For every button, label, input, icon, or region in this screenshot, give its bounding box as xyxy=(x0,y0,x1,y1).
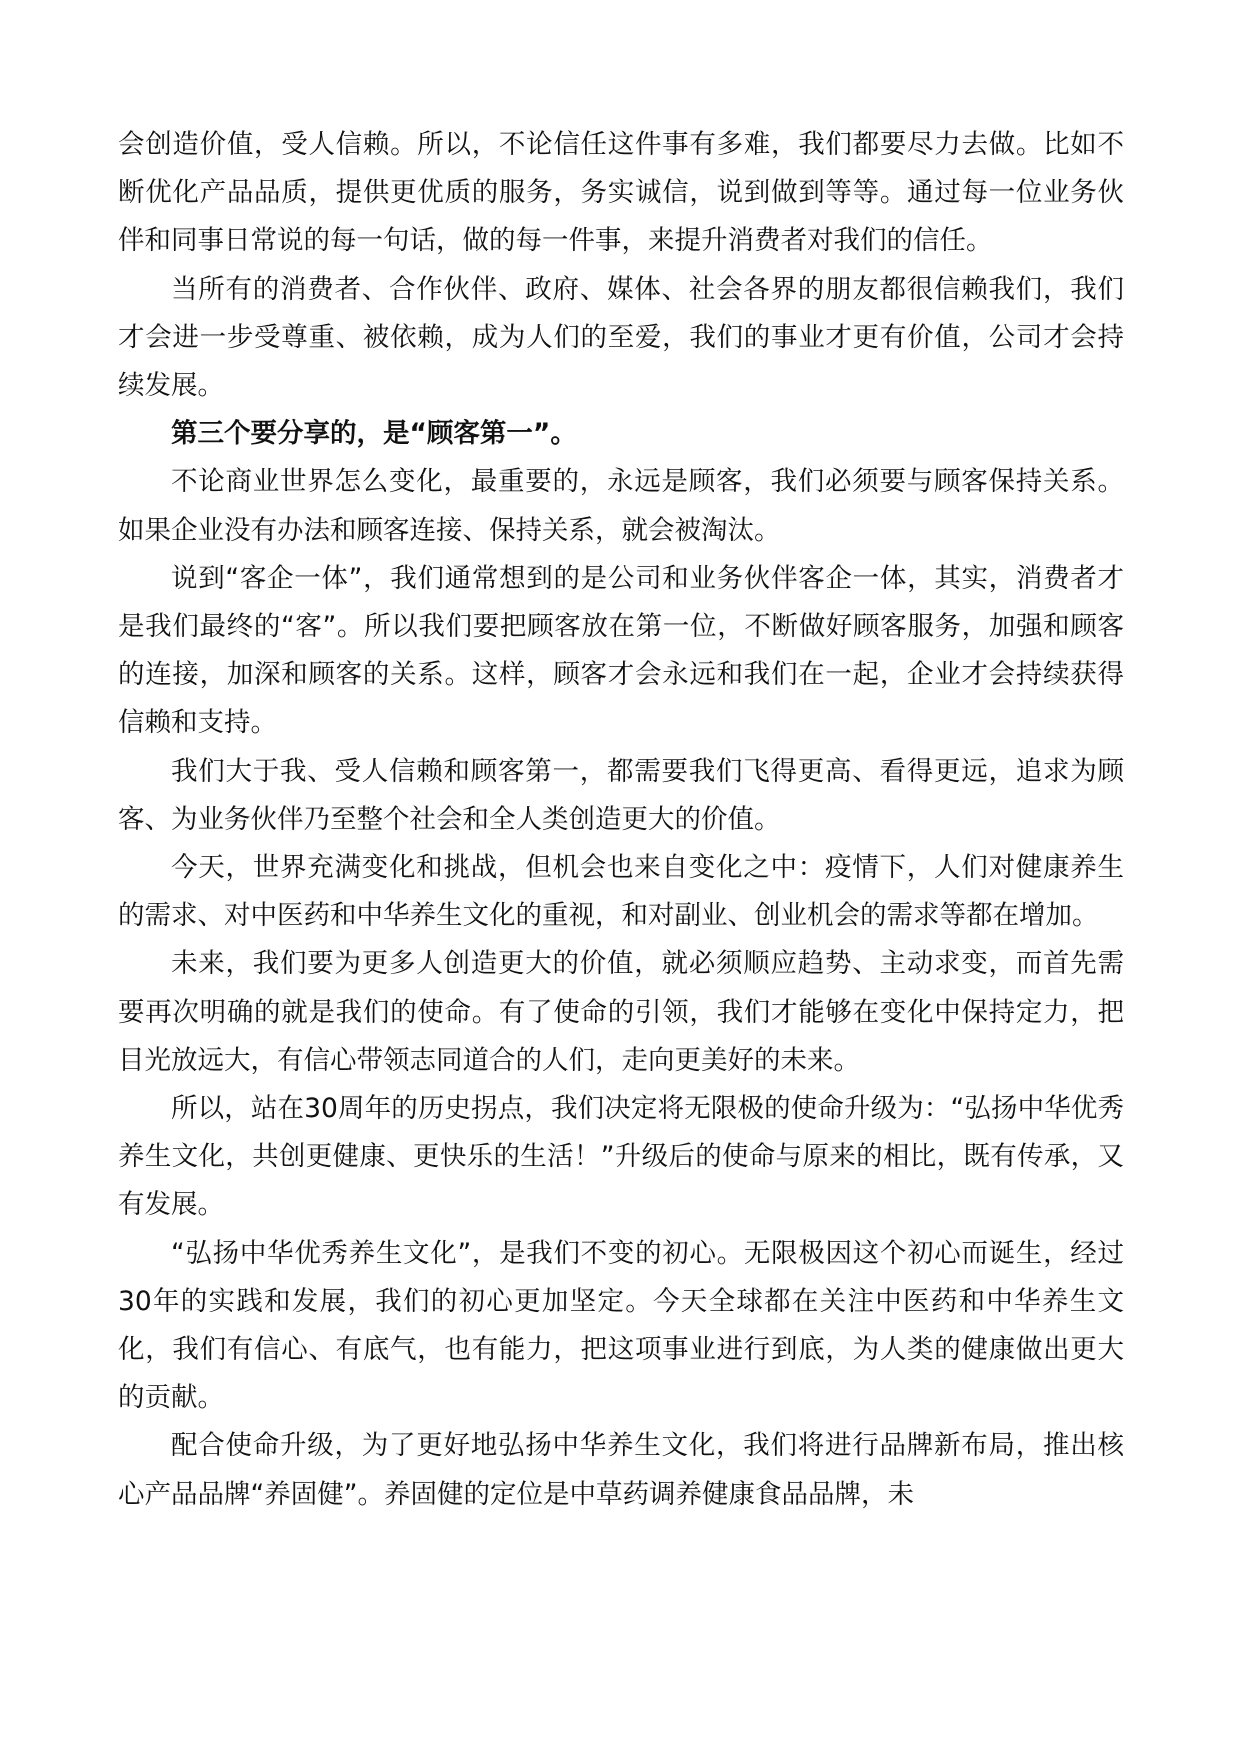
paragraph-original-aspiration: “弘扬中华优秀养生文化”，是我们不变的初心。无限极因这个初心而诞生，经过30年的实践和发展，我们的初心更加坚定。今天全球都在关注中医药和中华养生文化，我们有信心、有底气，也有能力，把这项事业进行到底，为人类的健康做出更大的贡献。 xyxy=(118,1237,1124,1414)
document-page xyxy=(118,121,1124,1519)
paragraph-fly-higher: 我们大于我、受人信赖和顾客第一，都需要我们飞得更高、看得更远，追求为顾客、为业务伙伴乃至整个社会和全人类创造更大的价值。 xyxy=(118,755,1124,835)
paragraph-trust-efforts: 会创造价值，受人信赖。所以，不论信任这件事有多难，我们都要尽力去做。比如不断优化产品品质，提供更优质的服务，务实诚信，说到做到等等。通过每一位业务伙伴和同事日常说的每一句话，做的每一件事，来提升消费者对我们的信任。 xyxy=(118,129,1124,257)
paragraph-mission-upgrade: 所以，站在30周年的历史拐点，我们决定将无限极的使命升级为：“弘扬中华优秀养生文化，共创更健康、更快乐的生活！”升级后的使命与原来的相比，既有传承，又有发展。 xyxy=(118,1093,1124,1221)
paragraph-brand-layout: 配合使命升级，为了更好地弘扬中华养生文化，我们将进行品牌新布局，推出核心产品品牌“养固健”。养固健的定位是中草药调养健康食品品牌，未 xyxy=(118,1430,1124,1510)
section-heading-customer-first: 第三个要分享的，是“顾客第一”。 xyxy=(171,418,577,450)
paragraph-mission-clarity: 未来，我们要为更多人创造更大的价值，就必须顺应趋势、主动求变，而首先需要再次明确的就是我们的使命。有了使命的引领，我们才能够在变化中保持定力，把目光放远大，有信心带领志同道合的人们，走向更美好的未来。 xyxy=(118,948,1124,1076)
paragraph-trust-outcome: 当所有的消费者、合作伙伴、政府、媒体、社会各界的朋友都很信赖我们，我们才会进一步受尊重、被依赖，成为人们的至爱，我们的事业才更有价值，公司才会持续发展。 xyxy=(118,273,1124,402)
paragraph-world-changes: 今天，世界充满变化和挑战，但机会也来自变化之中：疫情下，人们对健康养生的需求、对中医药和中华养生文化的重视，和对副业、创业机会的需求等都在增加。 xyxy=(118,852,1124,932)
paragraph-customer-enterprise-unity: 说到“客企一体”，我们通常想到的是公司和业务伙伴客企一体，其实，消费者才是我们最终的“客”。所以我们要把顾客放在第一位，不断做好顾客服务，加强和顾客的连接，加深和顾客的关系。这样，顾客才会永远和我们在一起，企业才会持续获得信赖和支持。 xyxy=(118,562,1124,739)
paragraph-customer-relationship: 不论商业世界怎么变化，最重要的，永远是顾客，我们必须要与顾客保持关系。如果企业没有办法和顾客连接、保持关系，就会被淘汰。 xyxy=(118,466,1124,546)
